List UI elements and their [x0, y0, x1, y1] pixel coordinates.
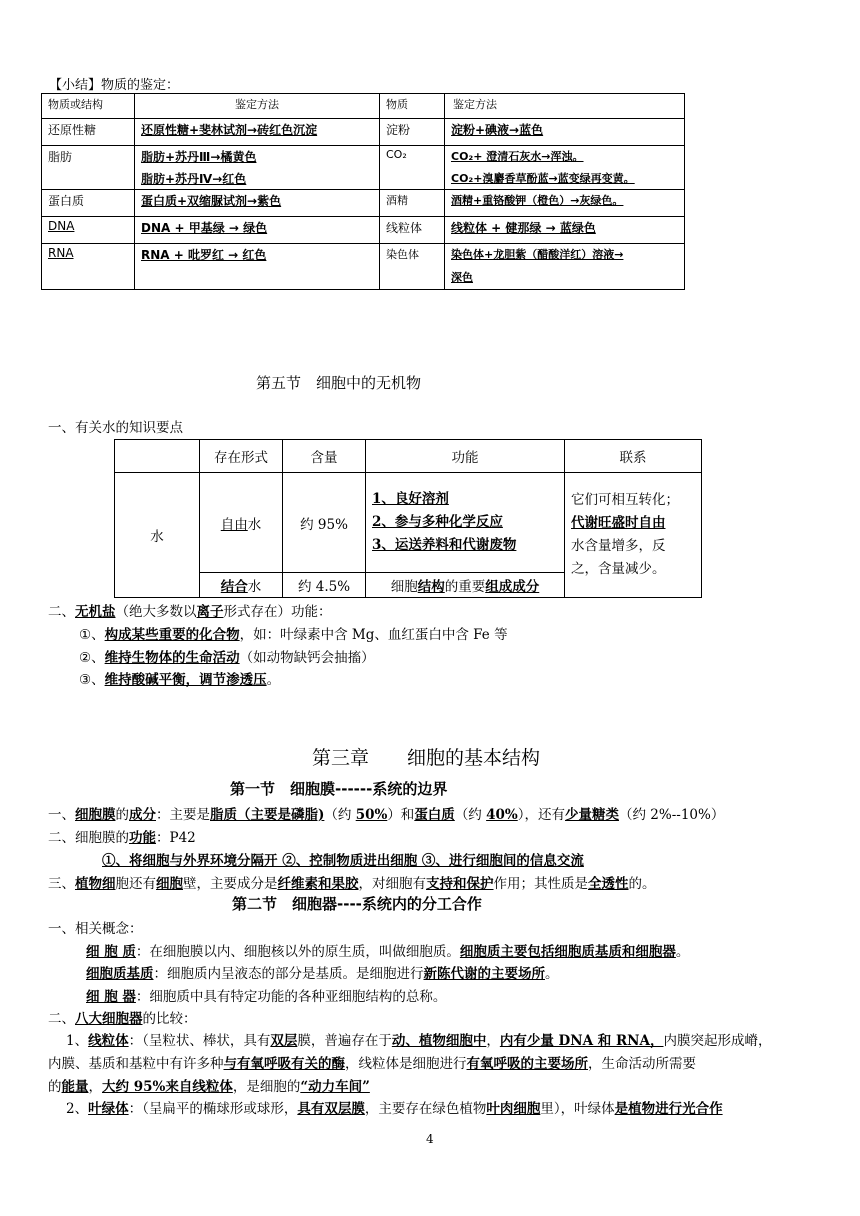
- table-cell: 还原性糖+斐林试剂→砖红色沉淀: [141, 123, 318, 137]
- table-cell: 结合水: [200, 573, 283, 598]
- table-cell: 它们可相互转化； 代谢旺盛时自由 水含量增多，反 之，含量减少。: [565, 473, 702, 598]
- table-header: 含量: [283, 440, 366, 473]
- concept-line: 细 胞 器：细胞质中具有特定功能的各种亚细胞结构的总称。: [86, 989, 447, 1005]
- summary-title: 【小结】物质的鉴定：: [49, 78, 180, 93]
- membrane-function: 二、细胞膜的功能：P42: [48, 830, 196, 846]
- table-cell: 脂肪+苏丹Ⅲ→橘黄色: [141, 150, 257, 164]
- table-cell: 深色: [451, 271, 473, 284]
- table-header: 存在形式: [200, 440, 283, 473]
- table-row: [42, 190, 685, 217]
- salt-item: ①、构成某些重要的化合物，如：叶绿素中含 Mg、血红蛋白中含 Fe 等: [79, 627, 508, 643]
- mitochondria-text: 1、线粒体：（呈粒状、棒状，具有双层膜，普遍存在于动、植物细胞中，内有少量 DNA 和 RNA，内膜突起形成嵴，: [66, 1033, 772, 1049]
- organelles-heading: 二、八大细胞器的比较：: [48, 1011, 197, 1027]
- section-title: 第五节 细胞中的无机物: [256, 374, 422, 392]
- table-header: 功能: [366, 440, 565, 473]
- table-row: [42, 217, 685, 244]
- salt-heading: 二、无机盐（绝大多数以离子形式存在）功能：: [48, 604, 332, 620]
- table-header: 联系: [565, 440, 702, 473]
- membrane-function-list: ①、将细胞与外界环境分隔开 ②、控制物质进出细胞 ③、进行细胞间的信息交流: [102, 853, 584, 869]
- table-cell: 约 4.5%: [283, 573, 366, 598]
- table-cell: 染色体: [380, 244, 445, 290]
- membrane-composition: 一、细胞膜的成分：主要是脂质（主要是磷脂)（约 50%）和蛋白质（约 40%），还有少量糖类（约 2%--10%）: [48, 807, 725, 823]
- table-cell: 脂肪+苏丹Ⅳ→红色: [141, 172, 247, 186]
- table-row: [42, 119, 685, 146]
- table-cell: 线粒体 + 健那绿 → 蓝绿色: [451, 221, 596, 235]
- identification-table: [41, 93, 685, 290]
- table-cell: 淀粉: [380, 119, 445, 146]
- table-cell: 酒精+重铬酸钾（橙色）→灰绿色。: [451, 194, 624, 207]
- concept-line: 细胞质基质：细胞质内呈液态的部分是基质。是细胞进行新陈代谢的主要场所。: [86, 966, 559, 982]
- chapter-title: 第三章 细胞的基本结构: [312, 747, 541, 769]
- table-cell: RNA + 吡罗红 → 红色: [141, 248, 267, 262]
- chloroplast-text: 2、叶绿体：（呈扁平的椭球形或球形，具有双层膜，主要存在绿色植物叶肉细胞里），叶绿体是植物进行光合作: [66, 1101, 723, 1117]
- table-row: [42, 146, 685, 190]
- table-header: 鉴定方法: [445, 94, 685, 119]
- table-cell: 水: [115, 473, 200, 598]
- water-heading: 一、有关水的知识要点: [48, 420, 183, 436]
- section-title: 第二节 细胞器----系统内的分工合作: [232, 895, 482, 913]
- table-cell: DNA + 甲基绿 → 绿色: [141, 221, 268, 235]
- table-cell: 脂肪: [42, 146, 135, 190]
- table-cell: 1、良好溶剂 2、参与多种化学反应 3、运送养料和代谢废物: [366, 473, 565, 573]
- table-cell: DNA: [48, 219, 75, 233]
- table-cell: 细胞结构的重要组成成分: [366, 573, 565, 598]
- table-cell: 淀粉+碘液→蓝色: [451, 123, 544, 137]
- page-number: 4: [426, 1132, 434, 1146]
- table-cell: CO₂: [380, 146, 445, 190]
- cell-wall-text: 三、植物细胞还有细胞壁，主要成分是纤维素和果胶，对细胞有支持和保护作用；其性质是全透性的。: [48, 876, 656, 892]
- table-cell: 约 95%: [283, 473, 366, 573]
- water-table: [114, 439, 702, 598]
- table-cell: 还原性糖: [42, 119, 135, 146]
- table-cell: RNA: [48, 246, 74, 260]
- table-cell: 染色体+龙胆紫（醋酸洋红）溶液→: [451, 248, 624, 261]
- mitochondria-text: 内膜、基质和基粒中有许多种与有氧呼吸有关的酶，线粒体是细胞进行有氧呼吸的主要场所，生命活动所需要: [48, 1056, 696, 1072]
- concepts-heading: 一、相关概念：: [48, 921, 143, 937]
- table-header: [115, 440, 200, 473]
- salt-item: ③、维持酸碱平衡，调节渗透压。: [79, 672, 281, 688]
- table-cell: 蛋白质+双缩脲试剂→紫色: [141, 194, 282, 208]
- salt-item: ②、维持生物体的生命活动（如动物缺钙会抽搐）: [79, 650, 375, 666]
- table-header: 鉴定方法: [135, 94, 380, 119]
- table-header: 物质: [380, 94, 445, 119]
- mitochondria-text: 的能量，大约 95%来自线粒体，是细胞的“动力车间”: [48, 1079, 370, 1095]
- table-cell: 蛋白质: [42, 190, 135, 217]
- section-title: 第一节 细胞膜------系统的边界: [230, 780, 448, 798]
- table-cell: CO₂+ 澄清石灰水→浑浊。: [451, 150, 584, 163]
- table-cell: 自由水: [200, 473, 283, 573]
- concept-line: 细 胞 质：在细胞膜以内、细胞核以外的原生质，叫做细胞质。细胞质主要包括细胞质基质和细胞器。: [86, 944, 690, 960]
- table-cell: 线粒体: [380, 217, 445, 244]
- table-cell: CO₂+溴麝香草酚蓝→蓝变绿再变黄。: [451, 172, 635, 185]
- table-cell: 酒精: [380, 190, 445, 217]
- table-row: [42, 244, 685, 290]
- table-header: 物质或结构: [42, 94, 135, 119]
